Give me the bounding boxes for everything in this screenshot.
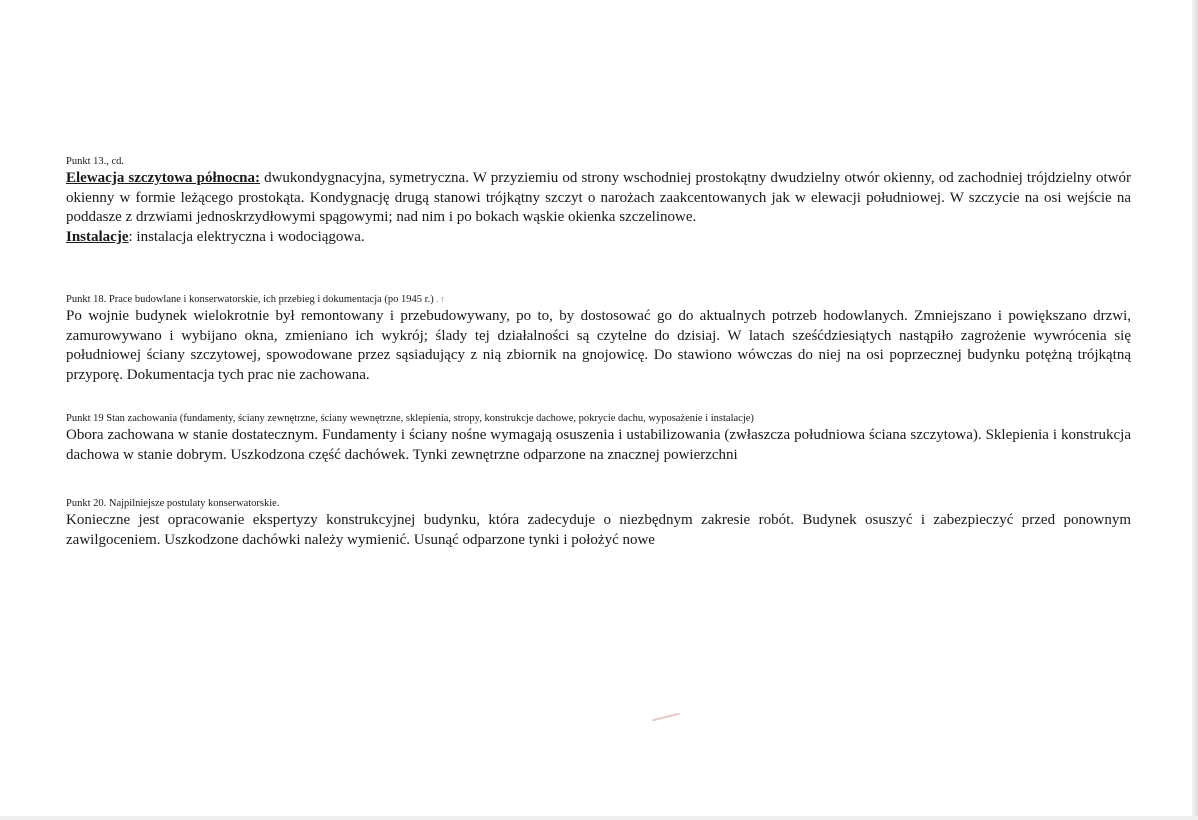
- section-punkt-19: [66, 412, 1131, 465]
- section-heading-text: Punkt 18. Prace budowlane i konserwatorskie, ich przebieg i dokumentacja (po 1945 r.): [66, 294, 434, 305]
- section-heading: Punkt 20. Najpilniejsze postulaty konserwatorskie.: [66, 498, 280, 509]
- scan-page-edge-right: [1192, 0, 1198, 820]
- section-heading: Punkt 13., cd.: [66, 156, 125, 167]
- scan-page-edge-bottom: [0, 816, 1198, 820]
- pen-stroke-mark: [652, 713, 680, 722]
- section-heading: Punkt 19 Stan zachowania (fundamenty, ściany zewnętrzne, ściany wewnętrzne, sklepienia, stropy, konstrukcje dachowe, pokrycie dachu, wyposażenie i instalacje): [66, 413, 754, 424]
- section-punkt-18: [66, 292, 1131, 385]
- section-body: Obora zachowana w stanie dostatecznym. Fundamenty i ściany nośne wymagają osuszenia i ustabilizowania (zwłaszcza południowa ściana szczytowa). Sklepienia i konstrukcja dachowa w stanie dobrym. Uszkodzona część dachówek. Tynki zewnętrzne odparzone na znacznej powierzchni: [66, 427, 1131, 463]
- installations-paragraph: [66, 228, 1131, 248]
- handwritten-mark: . ↑: [433, 294, 445, 304]
- section-heading: [66, 292, 1131, 307]
- elevation-paragraph: [66, 169, 1131, 228]
- section-punkt-20: [66, 497, 1131, 550]
- section-punkt-13: [66, 155, 1131, 247]
- section-body: Po wojnie budynek wielokrotnie był remontowany i przebudowywany, po to, by dostosować go do aktualnych potrzeb hodowlanych. Zmniejszano i powiększano drzwi, zamurowywano i wybijano okna, zmieniano ich wykrój; ślady tej działalności są czytelne do dzisiaj. W latach sześćdziesiątych nastąpiło zagrożenie wywrócenia się południowej ściany szczytowej, spowodowane przez sąsiadujący z nią zbiornik na gnojowicę. Do stawiono wówczas do niej na osi poprzecznej budynku potężną trójkątną przyporę. Dokumentacja tych prac nie zachowana.: [66, 308, 1131, 383]
- installations-text: : instalacja elektryczna i wodociągowa.: [128, 228, 365, 245]
- installations-label: Instalacje: [66, 228, 129, 245]
- elevation-label: Elewacja szczytowa północna:: [66, 170, 260, 186]
- section-body: Konieczne jest opracowanie ekspertyzy konstrukcyjnej budynku, która zadecyduje o niezbędnym zakresie robót. Budynek osuszyć i zabezpieczyć przed ponownym zawilgoceniem. Uszkodzone dachówki należy wymienić. Usunąć odparzone tynki i położyć nowe: [66, 512, 1131, 548]
- elevation-text: dwukondygnacyjna, symetryczna. W przyziemiu od strony wschodniej prostokątny dwudzielny otwór okienny, od zachodniej trójdzielny otwór okienny w formie leżącego prostokąta. Kondygnację drugą stanowi trójkątny szczyt o narożach zaakcentowanych jak w elewacji południowej. W szczycie na osi wejście na poddasze z drzwiami jednoskrzydłowymi spągowymi; nad nim i po bokach wąskie okienka szczelinowe.: [66, 170, 1131, 225]
